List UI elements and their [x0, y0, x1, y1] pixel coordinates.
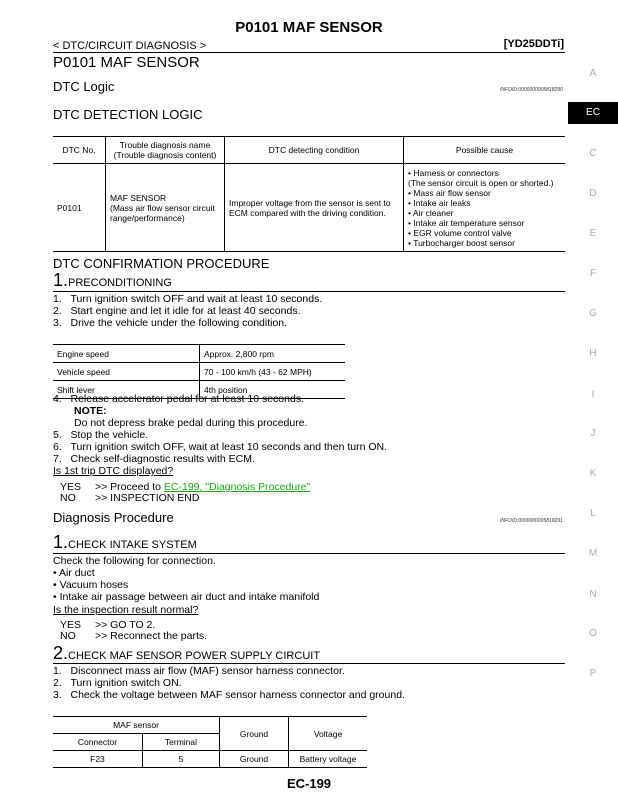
check-item: • Air duct: [53, 567, 319, 579]
infoid-diagnosis: INFOID:0000000005818291: [500, 518, 563, 524]
check-intro: Check the following for connection.: [53, 555, 216, 567]
connector-header: Connector: [53, 734, 142, 751]
diagnosis-procedure-link[interactable]: EC-199, "Diagnosis Procedure": [163, 481, 311, 493]
terminal-header: Terminal: [142, 734, 219, 751]
step-number: 1.: [53, 532, 69, 552]
maf-voltage-table: [53, 716, 367, 768]
procedure-step: 7. Check self-diagnostic results with ECM.: [53, 453, 255, 465]
side-index-l[interactable]: L: [590, 508, 596, 519]
drive-condition-table: [53, 344, 345, 399]
engine-model: [YD25DDTi]: [503, 38, 564, 50]
cause-item: • Air cleaner: [408, 208, 561, 218]
side-index-k[interactable]: K: [589, 468, 597, 479]
side-index-n[interactable]: N: [589, 589, 597, 600]
condition-label: Engine speed: [53, 345, 200, 363]
side-index-f[interactable]: F: [589, 268, 597, 279]
side-index-i[interactable]: I: [591, 389, 595, 400]
procedure-step: 3. Drive the vehicle under the following condition.: [53, 317, 288, 329]
step-divider: [53, 663, 565, 664]
cause-item: • Turbocharger boost sensor: [408, 238, 561, 248]
step-number: 2.: [53, 643, 69, 663]
condition-value: Approx. 2,800 rpm: [200, 345, 346, 363]
condition-value: 4th position: [200, 381, 346, 399]
header-divider: [53, 52, 565, 53]
dtc-condition: Improper voltage from the sensor is sent to ECM compared with the driving condition.: [225, 164, 404, 252]
dtc-number: P0101: [53, 164, 106, 252]
step-check-power: [53, 643, 320, 664]
side-index-p[interactable]: P: [589, 668, 597, 679]
side-index-d[interactable]: D: [589, 188, 597, 199]
terminal-value: 5: [142, 751, 219, 768]
dtc-col-cause: Possible cause: [404, 137, 566, 164]
condition-label: Vehicle speed: [53, 363, 200, 381]
dtc-col-name: Trouble diagnosis name (Trouble diagnosis content): [106, 137, 225, 164]
no-branch: [60, 492, 199, 504]
check-item: • Intake air passage between air duct and intake manifold: [53, 591, 319, 603]
dtc-logic-heading: DTC Logic: [53, 79, 115, 94]
cause-item: • Mass air flow sensor: [408, 188, 561, 198]
detection-logic-heading: DTC DETECTION LOGIC: [53, 107, 203, 122]
intake-check-list: [53, 555, 319, 603]
page-heading: P0101 MAF SENSOR: [53, 54, 200, 71]
no-text: >> INSPECTION END: [95, 492, 200, 504]
procedure-steps-b: [53, 393, 387, 465]
voltage-header: Voltage: [289, 717, 368, 751]
check-item: • Vacuum hoses: [53, 579, 319, 591]
power-check-steps: [53, 665, 405, 701]
note-text: Do not depress brake pedal during this procedure.: [74, 417, 308, 429]
procedure-step: 4. Release accelerator pedal for at least 10 seconds.: [53, 393, 304, 405]
step-divider: [53, 553, 565, 554]
step-label: CHECK MAF SENSOR POWER SUPPLY CIRCUIT: [68, 650, 321, 662]
procedure-step: 5. Stop the vehicle.: [53, 429, 149, 441]
side-index-g[interactable]: G: [589, 308, 597, 319]
page-number: EC-199: [286, 776, 332, 791]
ground-header: Ground: [220, 717, 289, 751]
side-index-e[interactable]: E: [589, 228, 597, 239]
dtc-causes: [404, 164, 566, 252]
side-index-j[interactable]: J: [590, 428, 596, 439]
procedure-step: 3. Check the voltage between MAF sensor harness connector and ground.: [53, 689, 405, 701]
no-text: >> Reconnect the parts.: [95, 630, 208, 642]
step-check-intake: [53, 532, 197, 553]
yes-text: >> GO TO 2.: [95, 619, 156, 631]
procedure-steps-a: [53, 293, 322, 329]
yes-text: >> Proceed to: [95, 481, 164, 493]
dtc-col-no: DTC No.: [53, 137, 106, 164]
cause-item: • EGR volume control valve: [408, 228, 561, 238]
step-divider: [53, 291, 565, 292]
ground-value: Ground: [220, 751, 289, 768]
question-inspection-normal: Is the inspection result normal?: [53, 604, 199, 616]
step-label: CHECK INTAKE SYSTEM: [68, 539, 197, 551]
breadcrumb: < DTC/CIRCUIT DIAGNOSIS >: [53, 40, 207, 52]
step-number: 1.: [53, 270, 69, 290]
step-label: PRECONDITIONING: [68, 277, 172, 289]
no-label: NO: [60, 630, 76, 642]
cause-item: • Harness or connectors (The sensor circuit is open or shorted.): [408, 168, 561, 188]
infoid-dtc-logic: INFOID:0000000005818290: [500, 87, 563, 93]
dtc-name: MAF SENSOR (Mass air flow sensor circuit range/performance): [106, 164, 225, 252]
side-index-h[interactable]: H: [589, 348, 597, 359]
procedure-step: 6. Turn ignition switch OFF, wait at least 10 seconds and then turn ON.: [53, 441, 388, 453]
document-title: P0101 MAF SENSOR: [235, 19, 383, 36]
note-label: NOTE:: [74, 405, 107, 417]
confirmation-heading: DTC CONFIRMATION PROCEDURE: [53, 256, 270, 271]
diagnosis-heading: Diagnosis Procedure: [53, 510, 174, 525]
cause-item: • Intake air temperature sensor: [408, 218, 561, 228]
procedure-step: 2. Start engine and let it idle for at least 40 seconds.: [53, 305, 301, 317]
voltage-value: Battery voltage: [289, 751, 368, 768]
side-index-c[interactable]: C: [589, 148, 597, 159]
cause-item: • Intake air leaks: [408, 198, 561, 208]
condition-value: 70 - 100 km/h (43 - 62 MPH): [200, 363, 346, 381]
condition-label: Shift lever: [53, 381, 200, 399]
procedure-step: 1. Disconnect mass air flow (MAF) sensor harness connector.: [53, 665, 345, 677]
no-branch-2: [60, 630, 207, 642]
yes-label: YES: [60, 619, 82, 631]
maf-group-header: MAF sensor: [53, 717, 220, 734]
connector-value: F23: [53, 751, 142, 768]
procedure-step: 1. Turn ignition switch OFF and wait at least 10 seconds.: [53, 293, 323, 305]
dtc-table: [53, 136, 565, 252]
dtc-col-condition: DTC detecting condition: [225, 137, 404, 164]
side-index-m[interactable]: M: [588, 548, 598, 559]
side-index-ec[interactable]: EC: [568, 102, 618, 124]
step-preconditioning: [53, 270, 172, 291]
side-index-a[interactable]: A: [589, 68, 597, 79]
question-1st-trip: Is 1st trip DTC displayed?: [53, 465, 174, 477]
yes-label: YES: [60, 481, 82, 493]
side-index-o[interactable]: O: [589, 628, 597, 639]
no-label: NO: [60, 492, 76, 504]
procedure-step: 2. Turn ignition switch ON.: [53, 677, 182, 689]
